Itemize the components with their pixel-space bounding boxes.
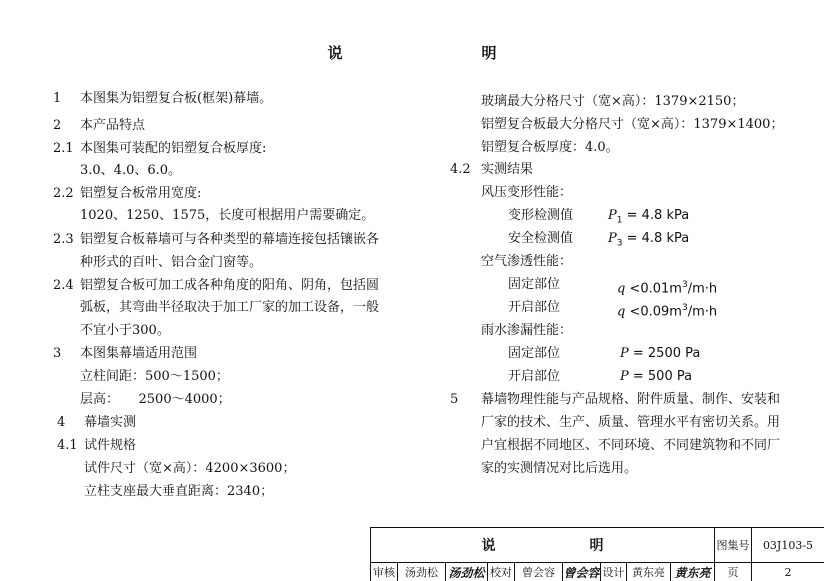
item-number: 5	[450, 392, 459, 407]
item-text: 层高： 2500～4000；	[80, 392, 231, 407]
atlas-number: 03J103-5	[752, 528, 824, 562]
design-label: 设计	[601, 563, 627, 581]
atlas-label: 图集号	[715, 528, 752, 562]
item-number: 2.3	[53, 232, 74, 247]
item-text: 本图集可装配的铝塑复合板厚度:	[80, 141, 267, 156]
item-number: 3	[53, 346, 62, 361]
item-text: 铝塑复合板常用宽度:	[80, 186, 202, 201]
item-text: 家的实测情况对比后选用。	[481, 461, 638, 476]
item-text: 本产品特点	[80, 118, 146, 133]
page-label: 页	[715, 563, 752, 581]
item-number: 4.2	[450, 162, 471, 177]
item-text: 铝塑复合板可加工成各种角度的阳角、阴角，包括圆	[80, 278, 380, 293]
formula-rain-open: P = 500 Pa	[620, 369, 693, 384]
review-label: 审核	[371, 563, 398, 581]
item-text: 弧板，其弯曲半径取决于加工厂家的加工设备，一般	[80, 300, 380, 315]
item-number: 2.1	[53, 141, 74, 156]
item-text: 幕墙实测	[84, 415, 137, 430]
item-text: 铝塑复合板幕墙可与各种类型的幕墙连接包括镶嵌各	[80, 232, 380, 247]
item-text: 1020、1250、1575，长度可根据用户需要确定。	[80, 208, 375, 223]
designer-name: 黄东亮	[627, 563, 671, 581]
item-text: 户宜根据不同地区、不同环境、不同建筑物和不同厂	[481, 438, 781, 453]
reviewer-name: 汤劲松	[398, 563, 446, 581]
item-number: 4.1	[57, 438, 78, 453]
designer-signature: 黄东亮	[671, 563, 715, 581]
titleblock-title: 说 明	[481, 538, 644, 554]
formula-air-open: $q <0.09m^3/m\cdot h$	[617, 303, 718, 320]
checker-signature: 曾会容	[563, 563, 601, 581]
title-block	[370, 527, 824, 581]
item-text: 3.0、4.0、6.0。	[80, 163, 182, 178]
item-text: 本图集为铝塑复合板(框架)幕墙。	[80, 91, 273, 106]
formula-safety: $P_3 = 4.8$ kPa	[608, 231, 690, 249]
item-text: 立柱支座最大垂直距离：2340；	[84, 484, 274, 499]
item-text: 玻璃最大分格尺寸（宽×高）：1379×2150；	[481, 94, 745, 109]
formula-deformation: $P_1 = 4.8$ kPa	[608, 208, 690, 226]
item-text: 铝塑复合板最大分格尺寸（宽×高）：1379×1400；	[481, 117, 784, 132]
item-text: 立柱间距：500～1500；	[80, 369, 229, 384]
check-label: 校对	[488, 563, 515, 581]
item-text: 铝塑复合板厚度：4.0。	[481, 140, 619, 155]
item-text: 不宜小于300。	[80, 323, 170, 338]
item-number: 1	[53, 91, 62, 106]
item-text: 雨水渗漏性能：	[481, 323, 573, 338]
item-text: 实测结果	[481, 162, 534, 177]
item-text: 开启部位	[508, 369, 561, 384]
item-text: 本图集幕墙适用范围	[80, 346, 198, 361]
item-text: 固定部位	[508, 346, 561, 361]
item-text: 试件规格	[84, 438, 137, 453]
checker-name: 曾会容	[515, 563, 563, 581]
page-number: 2	[752, 563, 824, 581]
item-text: 幕墙物理性能与产品规格、附件质量、制作、安装和	[481, 392, 781, 407]
item-number: 2.2	[53, 186, 74, 201]
item-number: 2	[53, 118, 62, 133]
item-text: 试件尺寸（宽×高）：4200×3600；	[84, 461, 296, 476]
item-text: 厂家的技术、生产、质量、管理水平有密切关系。用	[481, 415, 781, 430]
item-text: 安全检测值	[508, 231, 574, 246]
reviewer-signature: 汤劲松	[446, 563, 488, 581]
item-text: 空气渗透性能：	[481, 254, 573, 269]
page-title: 说 明	[327, 44, 559, 62]
item-number: 4	[57, 415, 66, 430]
item-text: 风压变形性能：	[481, 185, 573, 200]
item-text: 开启部位	[508, 300, 561, 315]
titleblock-title-cell	[371, 528, 715, 562]
formula-air-fixed: $q <0.01m^3/m\cdot h$	[617, 280, 718, 297]
item-text: 变形检测值	[508, 208, 574, 223]
item-number: 2.4	[53, 278, 74, 293]
item-text: 固定部位	[508, 277, 561, 292]
formula-rain-fixed: P = 2500 Pa	[620, 346, 701, 361]
item-text: 种形式的百叶、铝合金门窗等。	[80, 255, 263, 270]
